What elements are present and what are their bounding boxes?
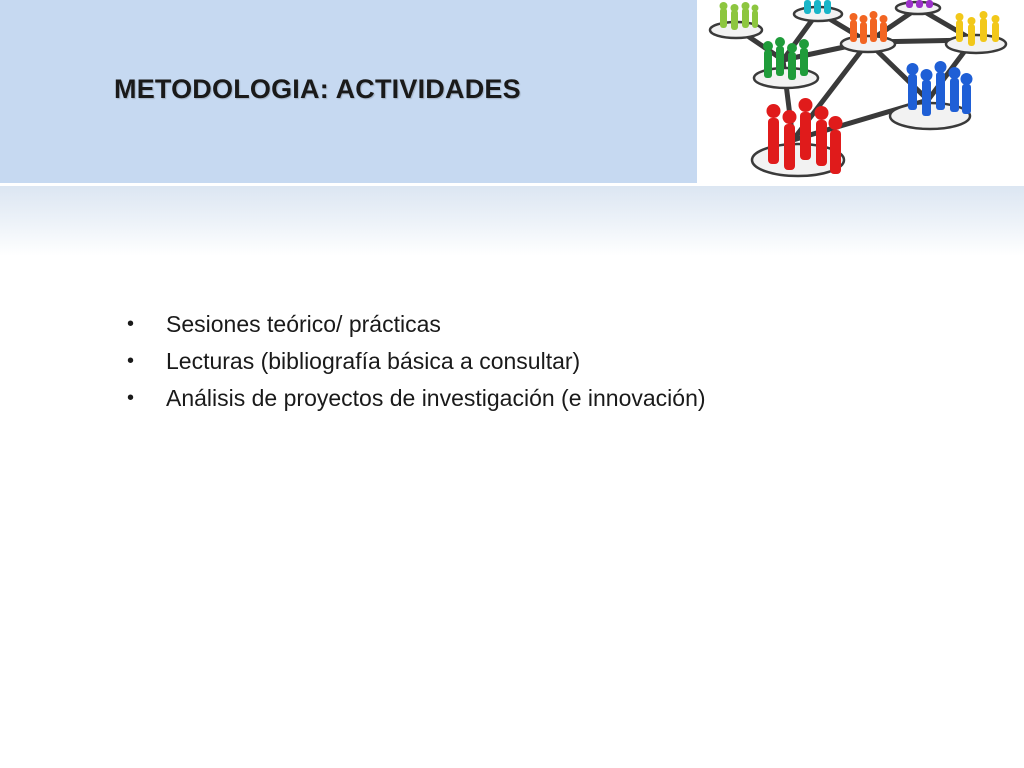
people-network-icon [698,0,1024,183]
bullet-marker: • [127,350,135,372]
people-network-image [698,0,1024,183]
bullet-text: Sesiones teórico/ prácticas [166,311,441,337]
slide-title: METODOLOGIA: ACTIVIDADES [114,74,521,104]
list-item [124,343,706,380]
list-item [124,380,706,417]
list-item [124,306,706,343]
bullet-marker: • [127,313,135,335]
bullet-list [124,306,706,417]
bullet-marker: • [127,387,135,409]
bullet-text: Análisis de proyectos de investigación (e innovación) [166,385,706,411]
header-gradient [0,186,1024,256]
bullet-text: Lecturas (bibliografía básica a consultar) [166,348,581,374]
